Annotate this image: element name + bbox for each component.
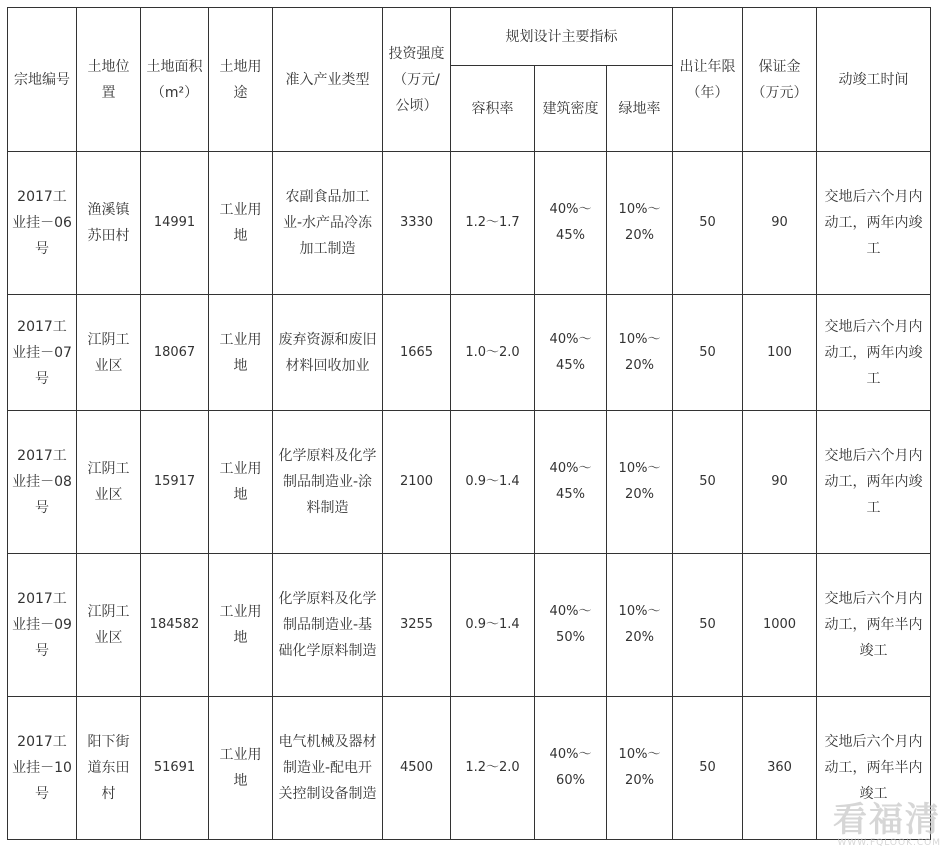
cell-location: 渔溪镇苏田村 — [77, 152, 141, 295]
cell-deposit: 90 — [743, 411, 817, 554]
cell-parcel-no: 2017工业挂－09号 — [8, 554, 77, 697]
cell-term: 50 — [673, 152, 743, 295]
header-plot-ratio: 容积率 — [451, 66, 535, 152]
cell-industry: 农副食品加工业-水产品冷冻加工制造 — [273, 152, 383, 295]
cell-investment: 2100 — [383, 411, 451, 554]
cell-area: 14991 — [141, 152, 209, 295]
cell-area: 15917 — [141, 411, 209, 554]
cell-industry: 电气机械及器材制造业-配电开关控制设备制造 — [273, 697, 383, 840]
cell-parcel-no: 2017工业挂－08号 — [8, 411, 77, 554]
cell-plot-ratio: 1.2～1.7 — [451, 152, 535, 295]
cell-schedule: 交地后六个月内动工，两年内竣工 — [817, 295, 931, 411]
cell-building-density: 40%～45% — [535, 411, 607, 554]
cell-industry: 化学原料及化学制品制造业-基础化学原料制造 — [273, 554, 383, 697]
cell-term: 50 — [673, 554, 743, 697]
cell-green-rate: 10%～20% — [607, 554, 673, 697]
cell-term: 50 — [673, 411, 743, 554]
cell-green-rate: 10%～20% — [607, 697, 673, 840]
cell-location: 江阴工业区 — [77, 295, 141, 411]
cell-investment: 3255 — [383, 554, 451, 697]
header-green-rate: 绿地率 — [607, 66, 673, 152]
cell-deposit: 90 — [743, 152, 817, 295]
header-schedule: 动竣工时间 — [817, 8, 931, 152]
header-deposit: 保证金（万元） — [743, 8, 817, 152]
cell-deposit: 100 — [743, 295, 817, 411]
cell-building-density: 40%～45% — [535, 152, 607, 295]
cell-usage: 工业用地 — [209, 152, 273, 295]
cell-usage: 工业用地 — [209, 295, 273, 411]
cell-usage: 工业用地 — [209, 411, 273, 554]
cell-schedule: 交地后六个月内动工，两年半内竣工 — [817, 697, 931, 840]
header-term: 出让年限（年） — [673, 8, 743, 152]
table-row — [8, 554, 931, 697]
header-investment: 投资强度（万元/公顷） — [383, 8, 451, 152]
header-industry: 准入产业类型 — [273, 8, 383, 152]
cell-green-rate: 10%～20% — [607, 411, 673, 554]
header-building-density: 建筑密度 — [535, 66, 607, 152]
watermark-url: WWW.FQLOOK.COM — [837, 838, 941, 848]
cell-term: 50 — [673, 295, 743, 411]
cell-deposit: 360 — [743, 697, 817, 840]
cell-industry: 废弃资源和废旧材料回收加业 — [273, 295, 383, 411]
cell-location: 阳下街道东田村 — [77, 697, 141, 840]
cell-schedule: 交地后六个月内动工，两年内竣工 — [817, 152, 931, 295]
cell-investment: 1665 — [383, 295, 451, 411]
cell-green-rate: 10%～20% — [607, 152, 673, 295]
cell-investment: 4500 — [383, 697, 451, 840]
cell-deposit: 1000 — [743, 554, 817, 697]
cell-schedule: 交地后六个月内动工，两年内竣工 — [817, 411, 931, 554]
table-row — [8, 697, 931, 840]
header-usage: 土地用途 — [209, 8, 273, 152]
table-row — [8, 411, 931, 554]
cell-usage: 工业用地 — [209, 697, 273, 840]
cell-plot-ratio: 1.0～2.0 — [451, 295, 535, 411]
site-watermark — [833, 802, 941, 848]
cell-plot-ratio: 1.2～2.0 — [451, 697, 535, 840]
cell-building-density: 40%～45% — [535, 295, 607, 411]
header-planning: 规划设计主要指标 — [451, 8, 673, 66]
header-area: 土地面积（m²） — [141, 8, 209, 152]
land-parcel-table — [7, 7, 931, 840]
cell-investment: 3330 — [383, 152, 451, 295]
cell-parcel-no: 2017工业挂－07号 — [8, 295, 77, 411]
cell-location: 江阴工业区 — [77, 411, 141, 554]
cell-plot-ratio: 0.9～1.4 — [451, 411, 535, 554]
cell-building-density: 40%～50% — [535, 554, 607, 697]
header-parcel-no: 宗地编号 — [8, 8, 77, 152]
cell-industry: 化学原料及化学制品制造业-涂料制造 — [273, 411, 383, 554]
cell-term: 50 — [673, 697, 743, 840]
cell-area: 51691 — [141, 697, 209, 840]
watermark-logo-text: 看福清 — [833, 800, 941, 840]
cell-area: 184582 — [141, 554, 209, 697]
cell-area: 18067 — [141, 295, 209, 411]
cell-parcel-no: 2017工业挂－10号 — [8, 697, 77, 840]
cell-plot-ratio: 0.9～1.4 — [451, 554, 535, 697]
cell-schedule: 交地后六个月内动工，两年半内竣工 — [817, 554, 931, 697]
cell-green-rate: 10%～20% — [607, 295, 673, 411]
table-row — [8, 152, 931, 295]
header-location: 土地位置 — [77, 8, 141, 152]
cell-usage: 工业用地 — [209, 554, 273, 697]
cell-building-density: 40%～60% — [535, 697, 607, 840]
cell-location: 江阴工业区 — [77, 554, 141, 697]
table-row — [8, 295, 931, 411]
cell-parcel-no: 2017工业挂－06号 — [8, 152, 77, 295]
